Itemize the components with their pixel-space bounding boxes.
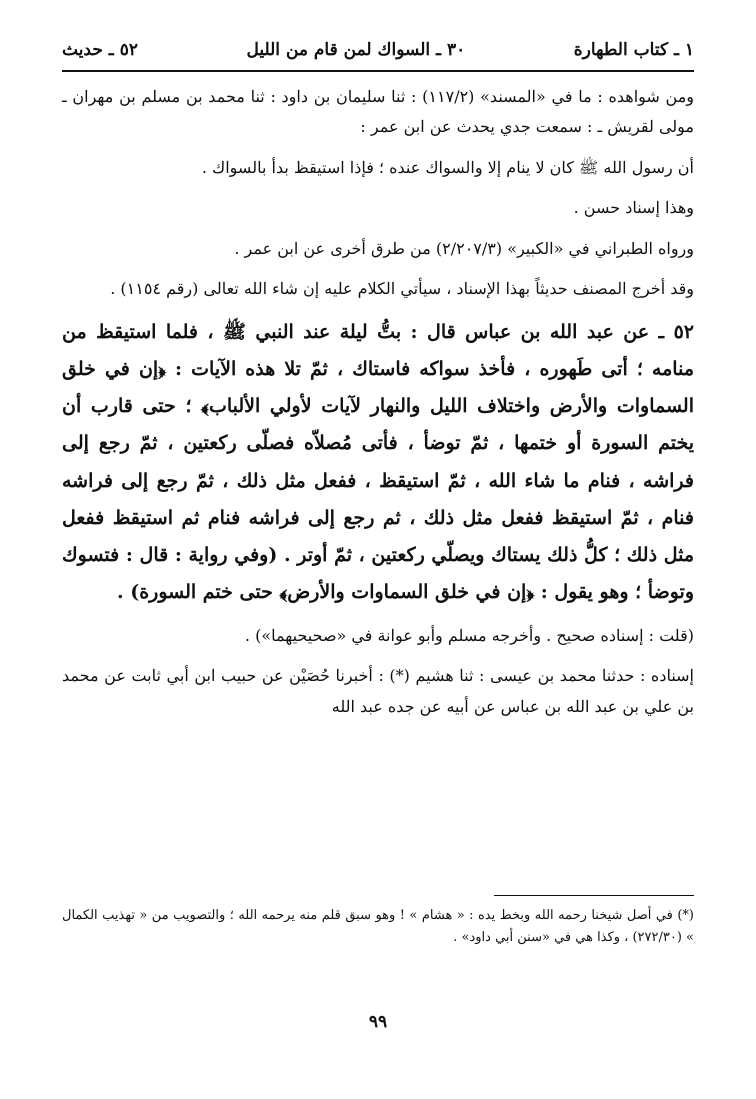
running-header (62, 30, 694, 72)
footnote-text: (*) في أصل شيخنا رحمه الله وبخط يده : « هشام » ! وهو سبق قلم منه يرحمه الله ؛ والتصويب من « تهذيب الكمال » (٢٧٢/٣٠) ، وكذا هي في «سنن أبي داود» . (62, 908, 694, 946)
header-chapter-title: ٣٠ ـ السواك لمن قام من الليل (246, 40, 466, 60)
page-body (62, 82, 694, 732)
header-book-title: ١ ـ كتاب الطهارة (573, 40, 694, 60)
footnote-divider (494, 895, 694, 896)
footnote (62, 905, 694, 949)
grading-note: (قلت : إسناده صحيح . وأخرجه مسلم وأبو عوانة في «صحيحيهما») . (244, 625, 694, 645)
hadith-52-text: ٥٢ ـ عن عبد الله بن عباس قال : بتُّ ليلة عند النبي ﷺ ، فلما استيقظ من منامه ؛ أتى طَهوره ، فأخذ سواكه فاستاك ، ثمّ تلا هذه الآيات : ﴿إن في خلق السماوات والأرض واختلاف الليل والنهار لآيات لأولي الألباب﴾ ؛ حتى قارب أن يختم السورة أو ختمها ، ثمّ توضأ ، فأتى مُصلاّه فصلّى ركعتين ، ثمّ رجع إلى فراشه ، فنام ما شاء الله ، ثمّ استيقظ ، ففعل مثل ذلك ، ثمّ رجع إلى فراشه فنام ، ثمّ استيقظ ففعل مثل ذلك ، ثم رجع إلى فراشه فنام ثم استيقظ ففعل مثل ذلك ؛ كلُّ ذلك يستاك ويصلّي ركعتين ، ثمّ أوتر . (وفي رواية : قال : فتسوك وتوضأ ؛ وهو يقول : ﴿إن في خلق السماوات والأرض﴾ حتى ختم السورة) . (62, 321, 694, 603)
paragraph-tabarani: ورواه الطبراني في «الكبير» (٢/٢٠٧/٣) من طرق أخرى عن ابن عمر . (234, 238, 694, 258)
paragraph-ibn-umar-hadith: أن رسول الله ﷺ كان لا ينام إلا والسواك عنده ؛ فإذا استيقظ بدأ بالسواك . (201, 157, 694, 177)
header-hadith-number: ٥٢ ـ حديث (62, 40, 138, 60)
isnad-paragraph: إسناده : حدثنا محمد بن عيسى : ثنا هشيم (*) : أخبرنا حُصَيْن عن حبيب ابن أبي ثابت عن محمد بن علي بن عبد الله بن عباس عن أبيه عن جده عبد الله (62, 666, 694, 716)
paragraph-cross-reference: وقد أخرج المصنف حديثاً بهذا الإسناد ، سيأتي الكلام عليه إن شاء الله تعالى (رقم ١١٥٤) . (110, 278, 694, 298)
paragraph-isnad-grade: وهذا إسناد حسن . (573, 198, 694, 218)
page-number: ٩٩ (368, 1012, 388, 1032)
paragraph-shawahid: ومن شواهده : ما في «المسند» (١١٧/٢) : ثنا سليمان بن داود : ثنا محمد بن مسلم بن مهران ـ مولى لقريش ـ : سمعت جدي يحدث عن ابن عمر : (62, 87, 695, 137)
